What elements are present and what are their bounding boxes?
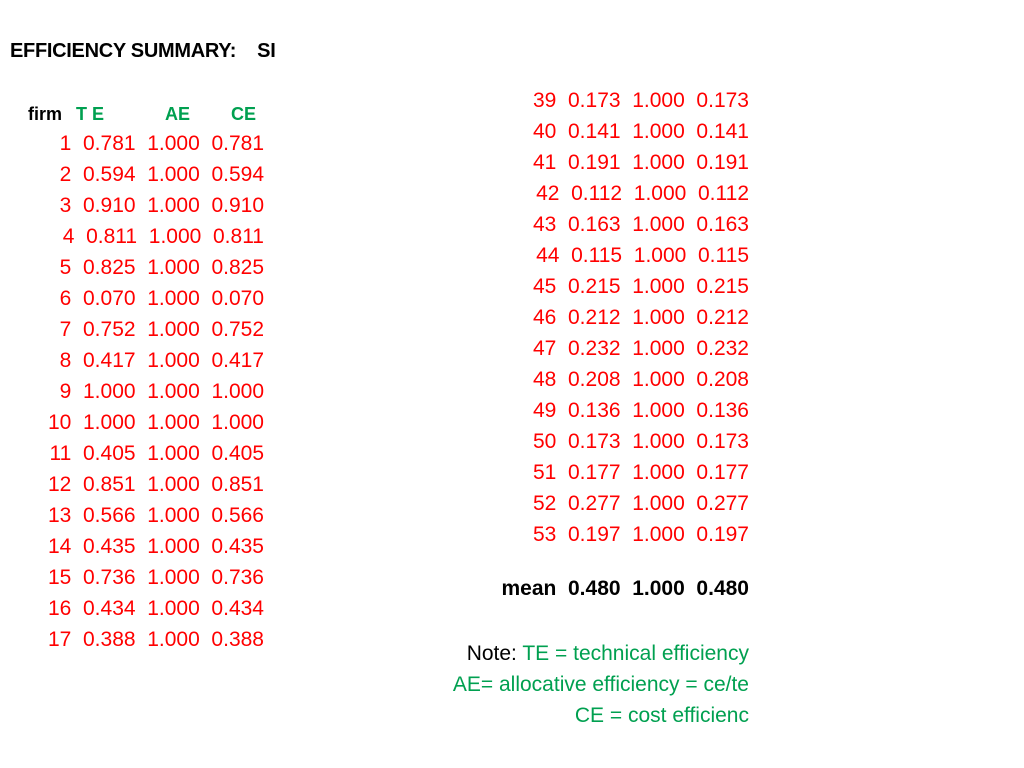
note-block — [453, 638, 749, 731]
table-row: 3 0.910 1.000 0.910 — [59, 194, 264, 217]
note-label: Note: — [466, 642, 523, 665]
table-row: 53 0.197 1.000 0.197 — [532, 523, 749, 546]
table-row: 52 0.277 1.000 0.277 — [532, 492, 749, 515]
table-row: 39 0.173 1.000 0.173 — [532, 89, 749, 112]
table-row: 16 0.434 1.000 0.434 — [47, 597, 264, 620]
table-row: 40 0.141 1.000 0.141 — [532, 120, 749, 143]
table-row: 47 0.232 1.000 0.232 — [532, 337, 749, 360]
header-te: T E — [75, 104, 104, 124]
table-row: 43 0.163 1.000 0.163 — [532, 213, 749, 236]
efficiency-table-left — [18, 100, 264, 655]
note-ae-definition: AE= allocative efficiency = ce/te — [452, 673, 749, 696]
left-rows — [18, 128, 264, 655]
note-line-1 — [453, 638, 749, 669]
table-row: 6 0.070 1.000 0.070 — [59, 287, 264, 310]
table-row: 14 0.435 1.000 0.435 — [47, 535, 264, 558]
header-ae: AE — [164, 104, 190, 124]
table-row: 48 0.208 1.000 0.208 — [532, 368, 749, 391]
table-row: 12 0.851 1.000 0.851 — [47, 473, 264, 496]
header-ce: CE — [230, 104, 256, 124]
table-row: 15 0.736 1.000 0.736 — [47, 566, 264, 589]
table-row: 17 0.388 1.000 0.388 — [47, 628, 264, 651]
table-row: 13 0.566 1.000 0.566 — [47, 504, 264, 527]
table-row: 5 0.825 1.000 0.825 — [59, 256, 264, 279]
page-title: EFFICIENCY SUMMARY: SI — [10, 40, 276, 62]
table-row: 41 0.191 1.000 0.191 — [532, 151, 749, 174]
table-row: 9 1.000 1.000 1.000 — [59, 380, 264, 403]
note-ce-definition: CE = cost efficienc — [574, 704, 749, 727]
table-row: 45 0.215 1.000 0.215 — [532, 275, 749, 298]
table-row: 7 0.752 1.000 0.752 — [59, 318, 264, 341]
table-row: 8 0.417 1.000 0.417 — [59, 349, 264, 372]
note-te-definition: TE = technical efficiency — [522, 642, 749, 665]
table-row: 11 0.405 1.000 0.405 — [49, 442, 264, 465]
header-firm: firm — [27, 104, 62, 124]
efficiency-table-right — [489, 85, 749, 550]
table-row: 4 0.811 1.000 0.811 — [62, 225, 264, 248]
right-rows — [489, 85, 749, 550]
table-row: 49 0.136 1.000 0.136 — [532, 399, 749, 422]
mean-row: mean 0.480 1.000 0.480 — [501, 577, 749, 600]
table-row: 46 0.212 1.000 0.212 — [532, 306, 749, 329]
table-row: 2 0.594 1.000 0.594 — [59, 163, 264, 186]
table-row: 1 0.781 1.000 0.781 — [59, 132, 264, 155]
table-header — [18, 100, 264, 128]
table-row: 10 1.000 1.000 1.000 — [47, 411, 264, 434]
table-row: 50 0.173 1.000 0.173 — [532, 430, 749, 453]
table-row: 51 0.177 1.000 0.177 — [532, 461, 749, 484]
table-row: 42 0.112 1.000 0.112 — [536, 182, 749, 205]
table-row: 44 0.115 1.000 0.115 — [536, 244, 749, 267]
